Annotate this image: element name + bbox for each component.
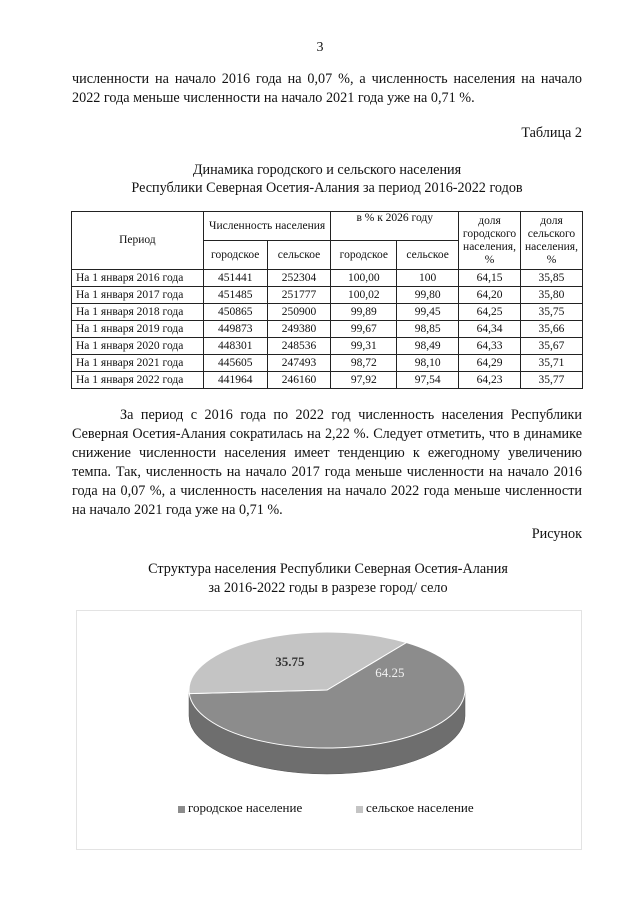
cell-pct-urban: 99,67 xyxy=(331,321,397,338)
cell-pct-urban: 100,02 xyxy=(331,287,397,304)
cell-urban: 450865 xyxy=(203,304,267,321)
cell-pct-rural: 98,85 xyxy=(397,321,459,338)
subheader-urban: городское xyxy=(203,241,267,270)
cell-pct-rural: 99,80 xyxy=(397,287,459,304)
legend-label-urban: городское население xyxy=(188,800,303,815)
legend-swatch-urban xyxy=(178,806,185,813)
cell-period: На 1 января 2021 года xyxy=(72,355,204,372)
header-period: Период xyxy=(72,212,204,270)
chart-title-line2: за 2016-2022 годы в разрезе город/ село xyxy=(208,580,448,596)
data-label-urban: 64.25 xyxy=(375,665,405,681)
cell-rural: 250900 xyxy=(267,304,331,321)
cell-period: На 1 января 2017 года xyxy=(72,287,204,304)
chart-title-line1: Структура населения Республики Северная Осетия-Алания xyxy=(148,561,508,577)
cell-period: На 1 января 2019 года xyxy=(72,321,204,338)
cell-period: На 1 января 2022 года xyxy=(72,372,204,389)
cell-pct-urban: 99,31 xyxy=(331,338,397,355)
cell-period: На 1 января 2018 года xyxy=(72,304,204,321)
cell-share-rural: 35,85 xyxy=(520,270,582,287)
cell-pct-urban: 97,92 xyxy=(331,372,397,389)
legend-swatch-rural xyxy=(356,806,363,813)
cell-urban: 445605 xyxy=(203,355,267,372)
cell-urban: 451485 xyxy=(203,287,267,304)
figure-label: Рисунок xyxy=(531,526,582,542)
cell-share-rural: 35,77 xyxy=(520,372,582,389)
cell-pct-rural: 97,54 xyxy=(397,372,459,389)
legend-item-urban xyxy=(178,800,302,816)
subheader-pct-urban: городское xyxy=(331,241,397,270)
cell-urban: 441964 xyxy=(203,372,267,389)
header-rural-share: доля сельского населения, % xyxy=(520,212,582,270)
page-number: 3 xyxy=(316,40,324,55)
body-paragraph: За период с 2016 года по 2022 год численность населения Республики Северная Осетия-Алания сократилась на 2,22 %. Следует отметить, что в динамике снижение численности населения имеет тенденцию к ежегодному увеличению темпа. Так, численность на начало 2017 года меньше численности на начало 2016 года на 0,07 %, а численность населения на начало 2022 года меньше численности на начало 2021 года уже на 0,71 %. xyxy=(72,407,582,518)
cell-pct-rural: 98,10 xyxy=(397,355,459,372)
cell-share-urban: 64,29 xyxy=(459,355,521,372)
header-population: Численность населения xyxy=(203,212,331,241)
cell-share-urban: 64,33 xyxy=(459,338,521,355)
cell-share-rural: 35,71 xyxy=(520,355,582,372)
cell-share-rural: 35,75 xyxy=(520,304,582,321)
cell-share-urban: 64,34 xyxy=(459,321,521,338)
cell-rural: 251777 xyxy=(267,287,331,304)
cell-rural: 252304 xyxy=(267,270,331,287)
cell-share-urban: 64,23 xyxy=(459,372,521,389)
subheader-pct-rural: сельское xyxy=(397,241,459,270)
cell-rural: 246160 xyxy=(267,372,331,389)
cell-rural: 248536 xyxy=(267,338,331,355)
cell-period: На 1 января 2016 года xyxy=(72,270,204,287)
cell-rural: 247493 xyxy=(267,355,331,372)
legend-item-rural xyxy=(356,800,474,816)
intro-paragraph: численности на начало 2016 года на 0,07 %, а численность населения на начало 2022 года меньше численности на начало 2021 года уже на 0,71 %. xyxy=(72,71,582,106)
cell-pct-rural: 98,49 xyxy=(397,338,459,355)
subheader-rural: сельское xyxy=(267,241,331,270)
cell-share-urban: 64,15 xyxy=(459,270,521,287)
cell-pct-urban: 98,72 xyxy=(331,355,397,372)
cell-pct-urban: 100,00 xyxy=(331,270,397,287)
cell-urban: 449873 xyxy=(203,321,267,338)
cell-share-urban: 64,20 xyxy=(459,287,521,304)
cell-urban: 448301 xyxy=(203,338,267,355)
table-title-line1: Динамика городского и сельского населения xyxy=(192,162,462,178)
cell-rural: 249380 xyxy=(267,321,331,338)
cell-share-urban: 64,25 xyxy=(459,304,521,321)
cell-pct-rural: 99,45 xyxy=(397,304,459,321)
legend-label-rural: сельское население xyxy=(366,800,474,815)
cell-urban: 451441 xyxy=(203,270,267,287)
data-label-rural: 35.75 xyxy=(275,654,305,670)
cell-share-rural: 35,80 xyxy=(520,287,582,304)
cell-share-rural: 35,67 xyxy=(520,338,582,355)
cell-share-rural: 35,66 xyxy=(520,321,582,338)
table-title-line2: Республики Северная Осетия-Алания за период 2016-2022 годов xyxy=(131,180,523,196)
header-urban-share: доля городского населения, % xyxy=(459,212,521,270)
cell-pct-urban: 99,89 xyxy=(331,304,397,321)
header-percent: в % к 2026 году xyxy=(331,212,459,241)
cell-pct-rural: 100 xyxy=(397,270,459,287)
cell-period: На 1 января 2020 года xyxy=(72,338,204,355)
table-label: Таблица 2 xyxy=(521,125,582,141)
